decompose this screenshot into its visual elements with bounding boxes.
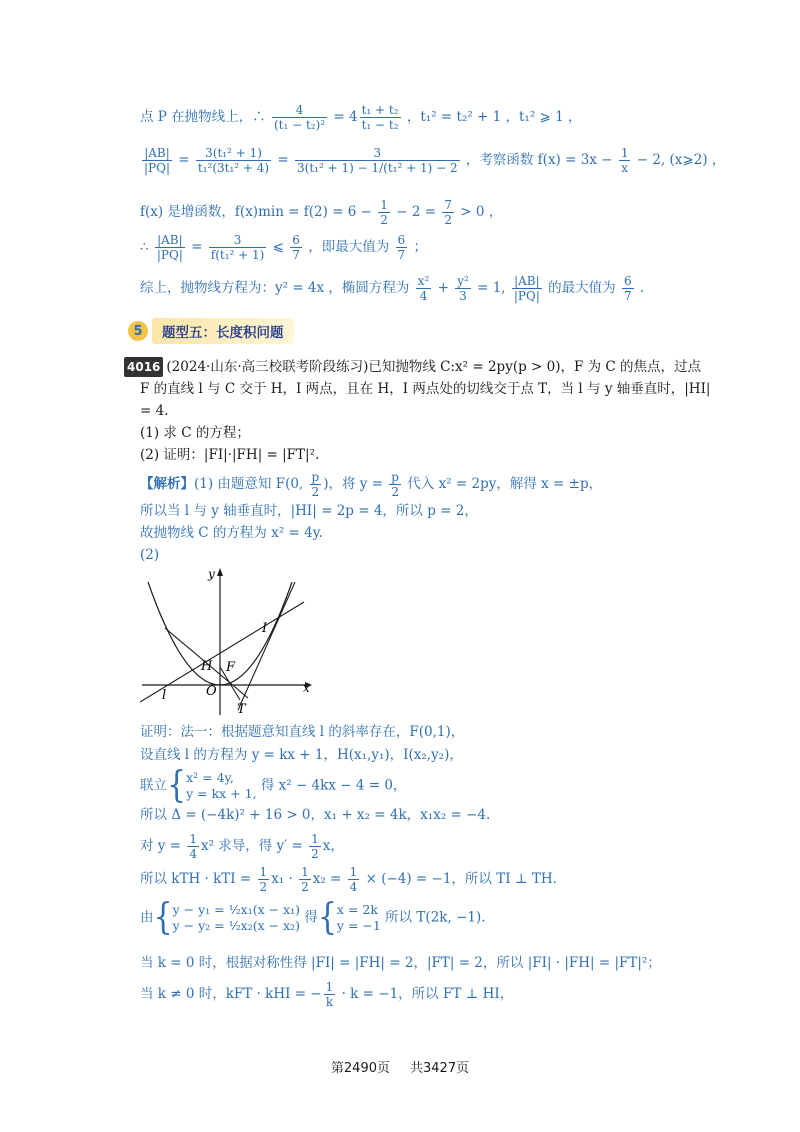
brace: { bbox=[153, 896, 173, 939]
text: · k = −1，所以 FT ⊥ HI， bbox=[337, 986, 514, 1002]
numerator: 1 bbox=[259, 865, 268, 879]
fraction bbox=[272, 103, 327, 132]
text: ； bbox=[409, 239, 427, 255]
fraction bbox=[155, 233, 185, 262]
section-title: 题型五：长度积问题 bbox=[152, 318, 294, 344]
text: 的最大值为 bbox=[543, 280, 620, 296]
text: 证明：法一：根据题意知直线 l 的斜率存在，F(0,1)， bbox=[140, 724, 465, 740]
solution-part1-line-1 bbox=[140, 470, 602, 499]
denominator: f(t₁² + 1) bbox=[210, 248, 265, 262]
question-number: 4016 bbox=[124, 357, 163, 377]
text: = 4. bbox=[140, 403, 169, 419]
y-axis-arrow bbox=[217, 568, 223, 576]
text: > 0 ， bbox=[455, 204, 503, 220]
proof-line-3 bbox=[140, 764, 407, 807]
text: − 2 = bbox=[391, 204, 441, 220]
denominator: 3(t₁² + 1) − 1/(t₁² + 1) − 2 bbox=[297, 161, 458, 175]
equation: y − y₂ = ½x₂(x − x₂) bbox=[172, 918, 301, 933]
text: 所以当 l 与 y 轴垂直时，|HI| = 2p = 4，所以 p = 2， bbox=[140, 503, 478, 519]
text: 故抛物线 C 的方程为 x² = 4y. bbox=[140, 525, 323, 541]
text: ⩽ bbox=[268, 239, 289, 255]
problem-line-2 bbox=[140, 380, 710, 398]
denominator: 4 bbox=[419, 289, 428, 303]
problem-line-1 bbox=[124, 357, 701, 377]
numerator: y² bbox=[457, 274, 469, 288]
numerator: t₁ + t₂ bbox=[361, 103, 399, 117]
text: . bbox=[635, 280, 645, 296]
equation: y = kx + 1, bbox=[186, 786, 257, 801]
text: x， bbox=[322, 838, 344, 854]
text: × (−4) = −1，所以 TI ⊥ TH. bbox=[361, 871, 557, 887]
label-l: l bbox=[162, 688, 167, 703]
proof-line-6 bbox=[140, 865, 557, 894]
text: ∴ bbox=[140, 239, 149, 255]
solution-line-1: 点 P 在抛物线上，∴ $\frac{4}{\text{(t₁ − t₂)²}}$ = 4 $\frac{\text{t₁ + t₂}}{\text{t₁ − t₂}}$ ，t₁² = t₂² + 1 ，t₁² ⩾ 1 ， bbox=[140, 103, 582, 132]
numerator: 3(t₁² + 1) bbox=[196, 146, 271, 161]
numerator: 4 bbox=[272, 103, 327, 118]
text: F 的直线 l 与 C 交于 H，I 两点，且在 H，I 两点处的切线交于点 T，当 l 与 y 轴垂直时，|HI| bbox=[140, 381, 711, 397]
fraction bbox=[295, 146, 460, 175]
brace: { bbox=[317, 896, 337, 939]
fraction bbox=[455, 274, 471, 303]
numerator: |AB| bbox=[142, 146, 172, 161]
fraction bbox=[622, 274, 634, 303]
text: (1) 求 C 的方程； bbox=[140, 425, 250, 441]
solution-line-4: ∴ $\frac{|AB|}{|PQ|}$ = $\frac{3}{\text{f(t₁² + 1)}}$ ⩽ $\frac{6}{7}$ ，即最大值为 $\frac{6}{7}$ ； bbox=[140, 233, 427, 262]
label-O: O bbox=[206, 684, 217, 699]
numerator: 6 bbox=[623, 274, 632, 288]
denominator: |PQ| bbox=[156, 248, 183, 262]
fraction bbox=[512, 274, 542, 303]
label-I: I bbox=[262, 621, 268, 636]
page-number: 第2490页 bbox=[330, 1061, 390, 1076]
analysis-label: 【解析】 bbox=[140, 476, 194, 492]
proof-line-1 bbox=[140, 723, 464, 741]
solution-part1-line-3 bbox=[140, 524, 323, 542]
fraction bbox=[324, 980, 336, 1009]
denominator: 2 bbox=[311, 485, 320, 499]
text: )，将 y = bbox=[323, 476, 388, 492]
equation-system bbox=[186, 770, 256, 802]
label-H: H bbox=[201, 659, 213, 674]
numerator: 3 bbox=[295, 146, 460, 161]
fraction bbox=[348, 865, 360, 894]
text: 综上，抛物线方程为：y² = 4x ，椭圆方程为 bbox=[140, 280, 414, 296]
fraction bbox=[290, 233, 302, 262]
denominator: t₁²(3t₁² + 4) bbox=[197, 161, 270, 175]
denominator: (t₁ − t₂)² bbox=[273, 118, 326, 132]
proof-line-9 bbox=[140, 980, 513, 1009]
equation: x² = 4y, bbox=[186, 770, 234, 785]
text: 所以 T(2k, −1). bbox=[385, 909, 486, 926]
numerator: 6 bbox=[397, 233, 406, 247]
parabola-diagram bbox=[140, 560, 320, 720]
text: − 2, (x⩾2) ， bbox=[632, 152, 726, 168]
text: 代入 x² = 2py，解得 x = ±p， bbox=[402, 476, 603, 492]
fraction bbox=[196, 146, 271, 175]
denominator: 2 bbox=[259, 880, 268, 894]
total-pages: 共3427页 bbox=[410, 1061, 470, 1076]
numerator: p bbox=[311, 470, 320, 484]
solution-line-2: $\frac{|AB|}{|PQ|}$ = $\frac{\text{3(t₁² + 1)}}{\text{t₁²(3t₁² + 4)}}$ = $\frac{3}{\text{3(t₁² + 1) − 1/(t₁² + 1) − 2}}$ ，考察函数 f(x) = 3x − $\frac{1}{x}$ − 2, (x⩾2) ， bbox=[144, 146, 726, 175]
text: (2024·山东·高三校联考阶段练习)已知抛物线 C:x² = 2py(p > 0)，F 为 C 的焦点，过点 bbox=[166, 359, 702, 375]
equation: y − y₁ = ½x₁(x − x₁) bbox=[172, 902, 301, 917]
numerator: 7 bbox=[444, 198, 452, 212]
numerator: 6 bbox=[292, 233, 300, 247]
denominator: t₁ − t₂ bbox=[361, 118, 399, 132]
fraction bbox=[416, 274, 432, 303]
text: 得 bbox=[304, 909, 318, 926]
denominator: k bbox=[325, 995, 334, 1009]
numerator: 1 bbox=[301, 865, 309, 879]
text: 4 bbox=[349, 109, 358, 125]
denominator: 4 bbox=[349, 880, 358, 894]
fraction bbox=[442, 198, 454, 227]
text: x₂ = bbox=[312, 871, 346, 887]
denominator: 2 bbox=[301, 880, 309, 894]
label-T: T bbox=[237, 702, 246, 717]
fraction bbox=[258, 865, 270, 894]
numerator: |AB| bbox=[512, 274, 542, 289]
denominator: 7 bbox=[623, 289, 632, 303]
denominator: x bbox=[621, 161, 629, 175]
denominator: |PQ| bbox=[513, 289, 540, 303]
numerator: 1 bbox=[380, 198, 388, 212]
text: x² 求导，得 y′ = bbox=[200, 838, 308, 854]
numerator: 3 bbox=[209, 233, 267, 248]
proof-line-7 bbox=[140, 896, 486, 939]
fraction bbox=[310, 470, 322, 499]
numerator: 1 bbox=[311, 832, 319, 846]
text: ，即最大值为 bbox=[303, 239, 394, 255]
label-x: x bbox=[303, 681, 310, 695]
denominator: 7 bbox=[292, 248, 300, 262]
fraction bbox=[619, 146, 631, 175]
page-footer bbox=[0, 1057, 800, 1076]
equation: y = −1 bbox=[336, 918, 381, 933]
numerator: 1 bbox=[325, 980, 334, 994]
text: ，t₁² = t₂² + 1 ，t₁² ⩾ 1 ， bbox=[406, 109, 582, 125]
text: 得 x² − 4kx − 4 = 0， bbox=[260, 777, 407, 794]
fraction bbox=[396, 233, 408, 262]
denominator: 2 bbox=[444, 213, 452, 227]
text: (2) 证明：|FI|·|FH| = |FT|². bbox=[140, 447, 320, 463]
numerator: p bbox=[391, 470, 399, 484]
fraction bbox=[389, 470, 401, 499]
denominator: 2 bbox=[380, 213, 388, 227]
fraction bbox=[209, 233, 267, 262]
text: ，考察函数 f(x) = 3x − bbox=[465, 152, 617, 168]
text: 对 y = bbox=[140, 838, 186, 854]
text: 当 k = 0 时，根据对称性得 |FI| = |FH| = 2，|FT| = 2，所以 |FI| · |FH| = |FT|²； bbox=[140, 955, 661, 971]
denominator: 7 bbox=[397, 248, 406, 262]
text: 点 P 在抛物线上，∴ bbox=[140, 109, 266, 125]
text: (1) 由题意知 F(0, bbox=[194, 476, 308, 492]
text: 联立 bbox=[140, 777, 167, 794]
text: 由 bbox=[140, 909, 154, 926]
denominator: 4 bbox=[189, 847, 197, 861]
solution-part1-line-2 bbox=[140, 502, 478, 520]
label-y: y bbox=[208, 567, 215, 581]
section-header bbox=[128, 318, 294, 344]
text: 当 k ≠ 0 时，kFT · kHI = − bbox=[140, 986, 322, 1002]
denominator: 2 bbox=[391, 485, 399, 499]
text: 所以 Δ = (−4k)² + 16 > 0，x₁ + x₂ = 4k，x₁x₂ = −4. bbox=[140, 807, 491, 823]
text: x₁ · bbox=[271, 871, 298, 887]
fraction bbox=[309, 832, 321, 861]
equation-system bbox=[173, 902, 300, 934]
proof-line-4 bbox=[140, 806, 490, 824]
fraction bbox=[187, 832, 199, 861]
section-number-badge: 5 bbox=[128, 321, 148, 341]
proof-line-2 bbox=[140, 746, 463, 764]
denominator: |PQ| bbox=[144, 161, 170, 175]
proof-line-8 bbox=[140, 954, 661, 972]
numerator: 1 bbox=[189, 832, 197, 846]
solution-line-3 bbox=[140, 198, 502, 227]
numerator: 1 bbox=[349, 865, 358, 879]
denominator: 3 bbox=[459, 289, 467, 303]
numerator: |AB| bbox=[155, 233, 185, 248]
problem-line-3 bbox=[140, 402, 168, 420]
equation-system bbox=[337, 902, 381, 934]
proof-line-5 bbox=[140, 832, 344, 861]
problem-question-2 bbox=[140, 446, 319, 464]
brace: { bbox=[167, 764, 187, 807]
problem-question-1 bbox=[140, 424, 250, 442]
label-F: F bbox=[226, 660, 236, 675]
text: 设直线 l 的方程为 y = kx + 1，H(x₁,y₁)，I(x₂,y₂)， bbox=[140, 747, 463, 763]
denominator: 2 bbox=[311, 847, 319, 861]
text: + bbox=[433, 280, 454, 296]
fraction bbox=[360, 103, 401, 132]
text: (2) bbox=[140, 547, 160, 563]
text: = 1, bbox=[472, 280, 510, 296]
fraction bbox=[378, 198, 390, 227]
tangent-at-I bbox=[238, 582, 295, 710]
text: f(x) 是增函数，f(x)min = f(2) = 6 − bbox=[140, 204, 377, 220]
fraction bbox=[299, 865, 311, 894]
text: 所以 kTH · kTI = bbox=[140, 871, 256, 887]
numerator: 1 bbox=[620, 146, 629, 160]
solution-line-5 bbox=[140, 274, 644, 303]
equation: x = 2k bbox=[336, 902, 378, 917]
numerator: x² bbox=[417, 274, 430, 288]
fraction bbox=[142, 146, 172, 175]
